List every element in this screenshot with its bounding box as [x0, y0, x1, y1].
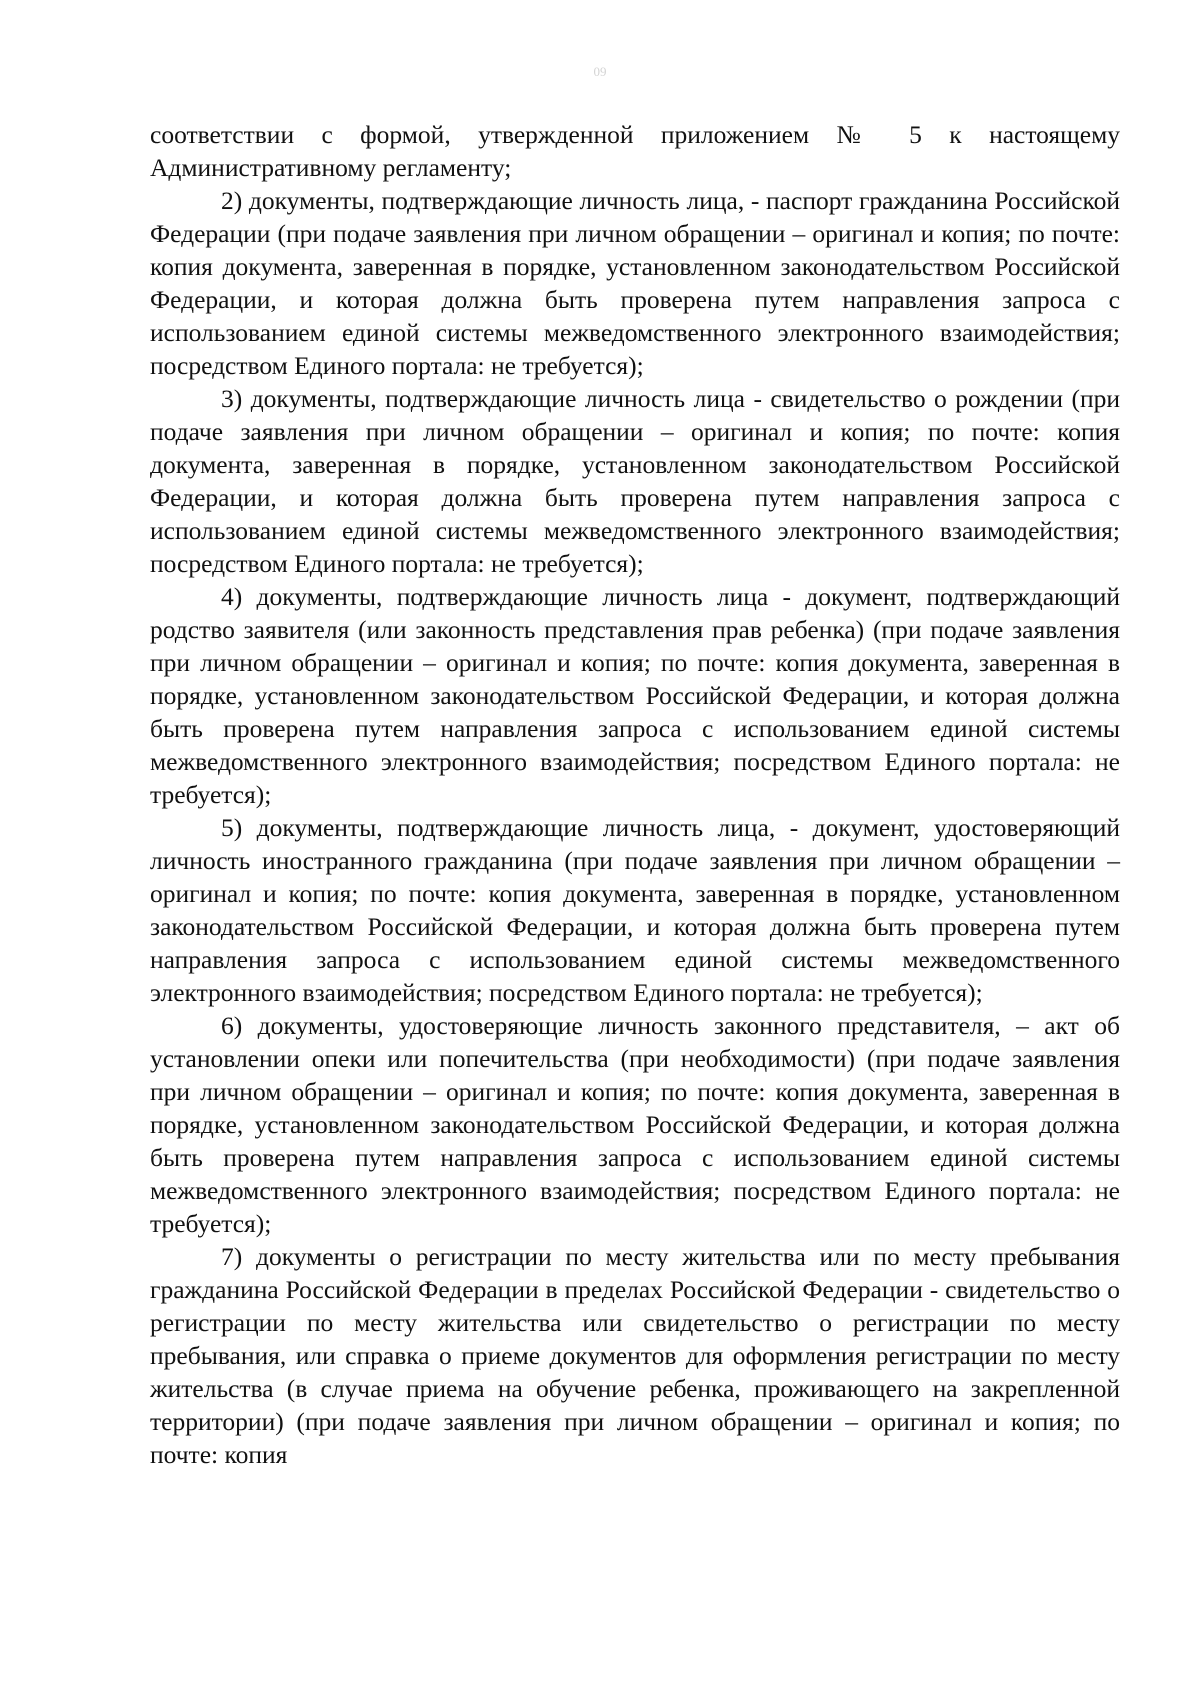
paragraph-item-2: 2) документы, подтверждающие личность лица, - паспорт гражданина Российской Федерации (при подаче заявления при личном обращении – оригинал и копия; по почте: копия документа, заверенная в порядке, установленном законодательством Российской Федерации, и которая должна быть проверена путем направления запроса с использованием единой системы межведомственного электронного взаимодействия; посредством Единого портала: не требуется);	[150, 186, 1120, 380]
page-number: 09	[593, 64, 607, 79]
document-body	[150, 118, 1120, 1471]
paragraph-continuation: соответствии с формой, утвержденной приложением № 5 к настоящему Административному регламенту;	[150, 120, 1120, 182]
paragraph-item-6: 6) документы, удостоверяющие личность законного представителя, – акт об установлении опеки или попечительства (при необходимости) (при подаче заявления при личном обращении – оригинал и копия; по почте: копия документа, заверенная в порядке, установленном законодательством Российской Федерации, и которая должна быть проверена путем направления запроса с использованием единой системы межведомственного электронного взаимодействия; посредством Единого портала: не требуется);	[150, 1011, 1120, 1238]
paragraph-item-5: 5) документы, подтверждающие личность лица, - документ, удостоверяющий личность иностранного гражданина (при подаче заявления при личном обращении – оригинал и копия; по почте: копия документа, заверенная в порядке, установленном законодательством Российской Федерации, и которая должна быть проверена путем направления запроса с использованием единой системы межведомственного электронного взаимодействия; посредством Единого портала: не требуется);	[150, 813, 1120, 1007]
paragraph-item-4: 4) документы, подтверждающие личность лица - документ, подтверждающий родство заявителя (или законность представления прав ребенка) (при подаче заявления при личном обращении – оригинал и копия; по почте: копия документа, заверенная в порядке, установленном законодательством Российской Федерации, и которая должна быть проверена путем направления запроса с использованием единой системы межведомственного электронного взаимодействия; посредством Единого портала: не требуется);	[150, 582, 1120, 809]
paragraph-item-3: 3) документы, подтверждающие личность лица - свидетельство о рождении (при подаче заявления при личном обращении – оригинал и копия; по почте: копия документа, заверенная в порядке, установленном законодательством Российской Федерации, и которая должна быть проверена путем направления запроса с использованием единой системы межведомственного электронного взаимодействия; посредством Единого портала: не требуется);	[150, 384, 1120, 578]
paragraph-item-7: 7) документы о регистрации по месту жительства или по месту пребывания гражданина Российской Федерации в пределах Российской Федерации - свидетельство о регистрации по месту жительства или свидетельство о регистрации по месту пребывания, или справка о приеме документов для оформления регистрации по месту жительства (в случае приема на обучение ребенка, проживающего на закрепленной территории) (при подаче заявления при личном обращении – оригинал и копия; по почте: копия	[150, 1242, 1120, 1469]
